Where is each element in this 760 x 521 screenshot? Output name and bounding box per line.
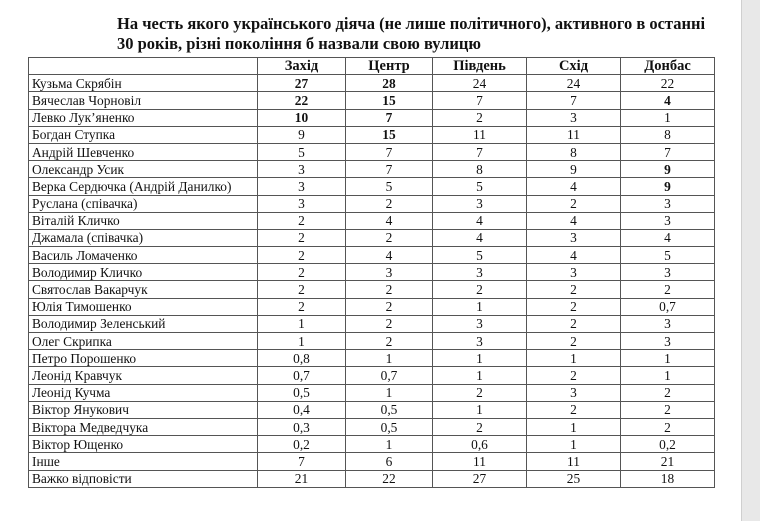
table-cell: 3: [258, 161, 346, 178]
table-cell: 2: [346, 195, 433, 212]
table-cell: 0,5: [258, 384, 346, 401]
table-cell: 2: [527, 315, 621, 332]
table-cell: 5: [621, 247, 715, 264]
row-label: Віктора Медведчука: [29, 418, 258, 435]
table-row: [29, 298, 715, 315]
table-cell: 0,7: [621, 298, 715, 315]
table-cell: 1: [527, 436, 621, 453]
row-label: Руслана (співачка): [29, 195, 258, 212]
row-label: Петро Порошенко: [29, 350, 258, 367]
header-cell-skhid: Схід: [527, 58, 621, 75]
table-cell: 1: [433, 401, 527, 418]
table-header: [29, 58, 715, 75]
table-cell: 21: [258, 470, 346, 487]
table-cell: 1: [621, 350, 715, 367]
row-label: Василь Ломаченко: [29, 247, 258, 264]
table-cell: 2: [527, 195, 621, 212]
table-cell: 7: [621, 143, 715, 160]
table-cell: 2: [527, 281, 621, 298]
table-cell: 6: [346, 453, 433, 470]
table-cell: 7: [258, 453, 346, 470]
table-cell: 2: [258, 264, 346, 281]
table-cell: 0,7: [346, 367, 433, 384]
table-row: [29, 401, 715, 418]
table-cell: 5: [433, 178, 527, 195]
table-cell: 27: [433, 470, 527, 487]
row-label: Верка Сердючка (Андрій Данилко): [29, 178, 258, 195]
table-cell: 8: [527, 143, 621, 160]
table-cell: 0,2: [621, 436, 715, 453]
table-cell: 8: [621, 126, 715, 143]
table-row: [29, 453, 715, 470]
table-row: [29, 229, 715, 246]
table-row: [29, 212, 715, 229]
table-cell: 1: [527, 350, 621, 367]
table-cell: 18: [621, 470, 715, 487]
row-label: Вячеслав Чорновіл: [29, 92, 258, 109]
table-cell: 2: [621, 281, 715, 298]
table-cell: 15: [346, 92, 433, 109]
table-row: [29, 333, 715, 350]
table-row: [29, 92, 715, 109]
table-cell: 28: [346, 75, 433, 92]
row-label: Левко Лук’яненко: [29, 109, 258, 126]
table-cell: 2: [621, 384, 715, 401]
table-cell: 3: [258, 195, 346, 212]
table-cell: 3: [527, 229, 621, 246]
table-row: [29, 470, 715, 487]
table-cell: 1: [346, 384, 433, 401]
table-cell: 5: [258, 143, 346, 160]
table-cell: 3: [258, 178, 346, 195]
table-cell: 2: [621, 418, 715, 435]
table-cell: 2: [258, 298, 346, 315]
table-cell: 4: [621, 229, 715, 246]
table-cell: 2: [346, 229, 433, 246]
table-row: [29, 367, 715, 384]
table-cell: 9: [621, 161, 715, 178]
table-row: [29, 247, 715, 264]
table-row: [29, 384, 715, 401]
header-cell-pivden: Південь: [433, 58, 527, 75]
row-label: Леонід Кравчук: [29, 367, 258, 384]
table-row: [29, 126, 715, 143]
table-cell: 4: [527, 178, 621, 195]
table-cell: 22: [346, 470, 433, 487]
row-label: Юлія Тимошенко: [29, 298, 258, 315]
table-cell: 0,6: [433, 436, 527, 453]
row-label: Кузьма Скрябін: [29, 75, 258, 92]
table-cell: 7: [433, 92, 527, 109]
table-row: [29, 315, 715, 332]
header-cell-label: [29, 58, 258, 75]
row-label: Олександр Усик: [29, 161, 258, 178]
table-cell: 0,3: [258, 418, 346, 435]
table-cell: 4: [621, 92, 715, 109]
row-label: Святослав Вакарчук: [29, 281, 258, 298]
table-cell: 2: [258, 247, 346, 264]
table-cell: 2: [433, 418, 527, 435]
table-cell: 4: [346, 247, 433, 264]
table-cell: 2: [527, 401, 621, 418]
table-cell: 3: [433, 315, 527, 332]
table-cell: 1: [258, 315, 346, 332]
table-cell: 1: [258, 333, 346, 350]
table-cell: 2: [527, 333, 621, 350]
table-row: [29, 143, 715, 160]
table-cell: 11: [527, 453, 621, 470]
table-cell: 0,8: [258, 350, 346, 367]
table-cell: 4: [346, 212, 433, 229]
table-cell: 7: [346, 109, 433, 126]
table-cell: 1: [346, 436, 433, 453]
table-cell: 7: [433, 143, 527, 160]
table-cell: 2: [621, 401, 715, 418]
table-cell: 2: [258, 281, 346, 298]
table-cell: 1: [433, 298, 527, 315]
table-row: [29, 281, 715, 298]
table-cell: 1: [433, 350, 527, 367]
table-cell: 7: [527, 92, 621, 109]
row-label: Важко відповісти: [29, 470, 258, 487]
table-cell: 3: [527, 264, 621, 281]
row-label: Віктор Ющенко: [29, 436, 258, 453]
table-cell: 4: [527, 247, 621, 264]
row-label: Інше: [29, 453, 258, 470]
row-label: Віталій Кличко: [29, 212, 258, 229]
table-cell: 3: [621, 264, 715, 281]
row-label: Джамала (співачка): [29, 229, 258, 246]
table-cell: 0,2: [258, 436, 346, 453]
table-row: [29, 264, 715, 281]
table-cell: 3: [527, 384, 621, 401]
row-label: Віктор Янукович: [29, 401, 258, 418]
table-row: [29, 195, 715, 212]
table-cell: 22: [621, 75, 715, 92]
table-cell: 7: [346, 143, 433, 160]
header-cell-tsentr: Центр: [346, 58, 433, 75]
survey-table: [28, 57, 715, 488]
table-title: На честь якого українського діяча (не лише політичного), активного в останні 30 років, різні покоління б назвали свою вулицю: [117, 14, 706, 53]
table-cell: 1: [621, 367, 715, 384]
table-cell: 2: [258, 229, 346, 246]
table-cell: 3: [621, 212, 715, 229]
table-cell: 24: [433, 75, 527, 92]
table-body: [29, 75, 715, 488]
table-cell: 2: [433, 281, 527, 298]
row-label: Олег Скрипка: [29, 333, 258, 350]
table-row: [29, 178, 715, 195]
table-cell: 0,7: [258, 367, 346, 384]
table-cell: 1: [346, 350, 433, 367]
table-cell: 2: [346, 333, 433, 350]
table-cell: 3: [621, 333, 715, 350]
table-cell: 2: [346, 298, 433, 315]
table-cell: 11: [433, 126, 527, 143]
row-label: Леонід Кучма: [29, 384, 258, 401]
header-row: [29, 58, 715, 75]
table-cell: 3: [527, 109, 621, 126]
row-label: Володимир Зеленський: [29, 315, 258, 332]
table-cell: 10: [258, 109, 346, 126]
table-cell: 21: [621, 453, 715, 470]
row-label: Андрій Шевченко: [29, 143, 258, 160]
table-cell: 9: [527, 161, 621, 178]
table-cell: 1: [527, 418, 621, 435]
table-cell: 0,5: [346, 418, 433, 435]
table-cell: 11: [433, 453, 527, 470]
table-row: [29, 436, 715, 453]
table-row: [29, 418, 715, 435]
table-cell: 7: [346, 161, 433, 178]
table-cell: 0,5: [346, 401, 433, 418]
header-cell-donbas: Донбас: [621, 58, 715, 75]
table-cell: 4: [433, 229, 527, 246]
table-cell: 2: [433, 384, 527, 401]
table-cell: 2: [258, 212, 346, 229]
table-cell: 22: [258, 92, 346, 109]
table-cell: 25: [527, 470, 621, 487]
table-cell: 1: [621, 109, 715, 126]
table-cell: 5: [346, 178, 433, 195]
table-cell: 2: [346, 315, 433, 332]
table-row: [29, 75, 715, 92]
table-cell: 9: [258, 126, 346, 143]
table-row: [29, 109, 715, 126]
table-cell: 2: [527, 298, 621, 315]
table-row: [29, 161, 715, 178]
table-cell: 4: [527, 212, 621, 229]
table-cell: 8: [433, 161, 527, 178]
table-cell: 2: [433, 109, 527, 126]
table-cell: 5: [433, 247, 527, 264]
row-label: Володимир Кличко: [29, 264, 258, 281]
table-cell: 4: [433, 212, 527, 229]
table-cell: 24: [527, 75, 621, 92]
table-cell: 2: [527, 367, 621, 384]
table-cell: 9: [621, 178, 715, 195]
table-cell: 15: [346, 126, 433, 143]
table-cell: 3: [346, 264, 433, 281]
table-cell: 0,4: [258, 401, 346, 418]
table-cell: 3: [433, 333, 527, 350]
table-cell: 3: [621, 315, 715, 332]
table-cell: 11: [527, 126, 621, 143]
table-cell: 3: [433, 264, 527, 281]
table-cell: 3: [621, 195, 715, 212]
table-cell: 2: [346, 281, 433, 298]
table-row: [29, 350, 715, 367]
row-label: Богдан Ступка: [29, 126, 258, 143]
table-cell: 1: [433, 367, 527, 384]
table-cell: 3: [433, 195, 527, 212]
table-cell: 27: [258, 75, 346, 92]
header-cell-zakhid: Захід: [258, 58, 346, 75]
